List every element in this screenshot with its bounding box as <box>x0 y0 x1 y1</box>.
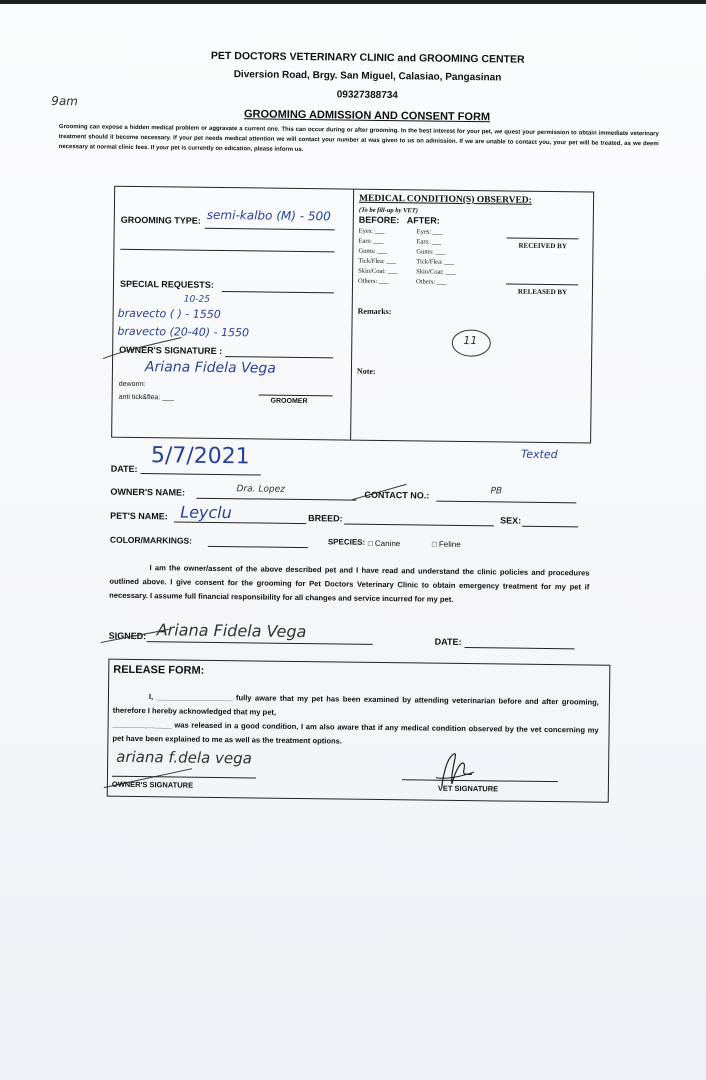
received-by-label: RECEIVED BY <box>518 241 567 251</box>
grooming-extra-line <box>120 249 334 253</box>
anti-tick-label: anti tick&flea: ___ <box>118 393 174 402</box>
pet-name-label: PET'S NAME: <box>110 510 168 522</box>
before-ears: Ears: ___ <box>358 237 384 245</box>
consent-date-line <box>465 647 575 649</box>
after-gums: Gums: ___ <box>416 248 446 256</box>
released-by-line <box>506 283 578 285</box>
grooming-medical-box <box>111 186 594 444</box>
after-others: Others: ___ <box>416 278 447 286</box>
owner-name-value: Dra. Lopez <box>236 484 285 495</box>
release-form-title: RELEASE FORM: <box>113 663 205 677</box>
margin-note: 9am <box>51 93 79 109</box>
pet-name-value: Leyclu <box>180 502 232 523</box>
release-text-1: I, __________________ fully aware that my pet has been examined by attending veterinarian before and after grooming, therefore I hereby acknowledged that my pet, <box>112 692 599 717</box>
intro-paragraph: Grooming can expose a hidden medical problem or aggravate a current one. This can occur during or after grooming. In the best interest for your pet, we quest your permission to obtain immediate veterinary treatment should it become necessary. If your pet needs medical attention we will contact your number at was given to us on admission. If we are unable to contact you, your pet will be treated, as we deem necessary at normal clinic fees. If your pet is currently on edication, please inform us. <box>58 124 659 154</box>
species-canine-checkbox[interactable]: □ Canine <box>367 538 401 549</box>
signed-label: SIGNED: <box>108 630 147 642</box>
remarks-label: Remarks: <box>357 306 392 317</box>
before-eyes: Eyes: ___ <box>358 227 385 236</box>
species-feline-checkbox[interactable]: □ Feline <box>431 539 461 549</box>
clinic-address: Diversion Road, Brgy. San Miguel, Calasiao, Pangasinan <box>233 69 502 84</box>
deworm-label: deworm: <box>118 380 146 389</box>
special-request-line-1: bravecto ( ) - 1550 <box>117 306 221 322</box>
after-tick-flea: Tick/Flea: ___ <box>416 258 455 266</box>
received-by-line <box>507 237 579 239</box>
owner-signature-label: OWNER'S SIGNATURE : <box>119 344 223 357</box>
consent-paragraph: I am the owner/assent of the above described pet and I have read and understand the clinic policies and procedures outlined above. I give consent for the grooming for Pet Doctors Veterinary Clinic to obtain emergency treatment for my pet if necessary. I assume full financial responsibility for all changes and service incurred for my pet. <box>109 563 590 604</box>
medical-title: MEDICAL CONDITION(S) OBSERVED: <box>358 193 532 206</box>
consent-date-label: DATE: <box>434 636 462 647</box>
vet-sig-label: VET SIGNATURE <box>437 783 499 794</box>
before-gums: Gums: ___ <box>358 247 388 256</box>
sex-label: SEX: <box>500 515 522 526</box>
remarks-value: 11 <box>463 333 478 348</box>
after-skin-coat: Skin/Coat: ___ <box>416 268 456 276</box>
owner-name-label: OWNER'S NAME: <box>110 486 186 498</box>
note-label: Note: <box>356 366 376 376</box>
owner-sig-value: ariana f.dela vega <box>116 747 252 768</box>
signed-strike-mark <box>101 625 171 646</box>
owner-name-line <box>196 498 356 501</box>
special-requests-label: SPECIAL REQUESTS: <box>119 278 214 290</box>
before-label: BEFORE: <box>358 214 400 226</box>
date-value: 5/7/2021 <box>150 443 250 470</box>
grooming-type-label: GROOMING TYPE: <box>120 214 201 226</box>
contact-line <box>436 501 576 504</box>
release-text-2: ______________ was released in a good condition, I am also aware that if any medical condition observed by the vet concerning my pet have been explained to me as well as the treatment options. <box>112 719 599 746</box>
form-title: GROOMING ADMISSION AND CONSENT FORM <box>243 108 491 124</box>
groomer-label: GROOMER <box>270 397 308 406</box>
owner-signature-value: Ariana Fidela Vega <box>144 359 276 377</box>
before-skin-coat: Skin/Coat: ___ <box>358 267 398 276</box>
special-requests-line <box>222 291 334 293</box>
color-line <box>208 546 308 548</box>
grooming-type-value: semi-kalbo (M) - 500 <box>206 207 331 224</box>
groomer-line <box>259 394 333 396</box>
before-others: Others: ___ <box>358 277 389 286</box>
medical-subtitle: (To be fill-up by VET) <box>358 206 418 215</box>
release-form-box <box>107 659 611 803</box>
special-requests-note: 10-25 <box>183 294 211 305</box>
grooming-type-line <box>205 228 335 231</box>
signed-line <box>147 641 373 645</box>
consent-form-document <box>48 38 678 846</box>
contact-value: PB <box>490 486 503 497</box>
clinic-name: PET DOCTORS VETERINARY CLINIC and GROOMING CENTER <box>210 49 525 66</box>
pet-name-line <box>174 521 306 524</box>
after-ears: Ears: ___ <box>416 238 442 246</box>
sex-line <box>522 526 578 528</box>
date-line <box>141 473 261 475</box>
released-by-label: RELEASED BY <box>517 287 568 297</box>
clinic-phone: 09327388734 <box>336 89 398 102</box>
breed-label: BREED: <box>308 513 343 524</box>
owner-signature-line <box>225 356 333 358</box>
after-label: AFTER: <box>406 215 440 226</box>
texted-note: Texted <box>520 447 558 462</box>
box-divider <box>350 190 354 440</box>
owner-sig-label: OWNER'S SIGNATURE <box>111 779 194 790</box>
after-eyes: Eyes: ___ <box>416 228 443 236</box>
special-request-line-2: bravecto (20-40) - 1550 <box>117 324 250 340</box>
contact-label: CONTACT NO.: <box>364 489 430 501</box>
color-label: COLOR/MARKINGS: <box>109 534 193 546</box>
signed-value: Ariana Fidela Vega <box>156 620 307 642</box>
date-label: DATE: <box>110 463 138 475</box>
before-tick-flea: Tick/Flea: ___ <box>358 257 397 266</box>
scan-top-edge <box>0 0 706 4</box>
species-label: SPECIES: <box>327 537 366 547</box>
breed-line <box>344 524 494 527</box>
vet-sig-line <box>402 779 558 782</box>
